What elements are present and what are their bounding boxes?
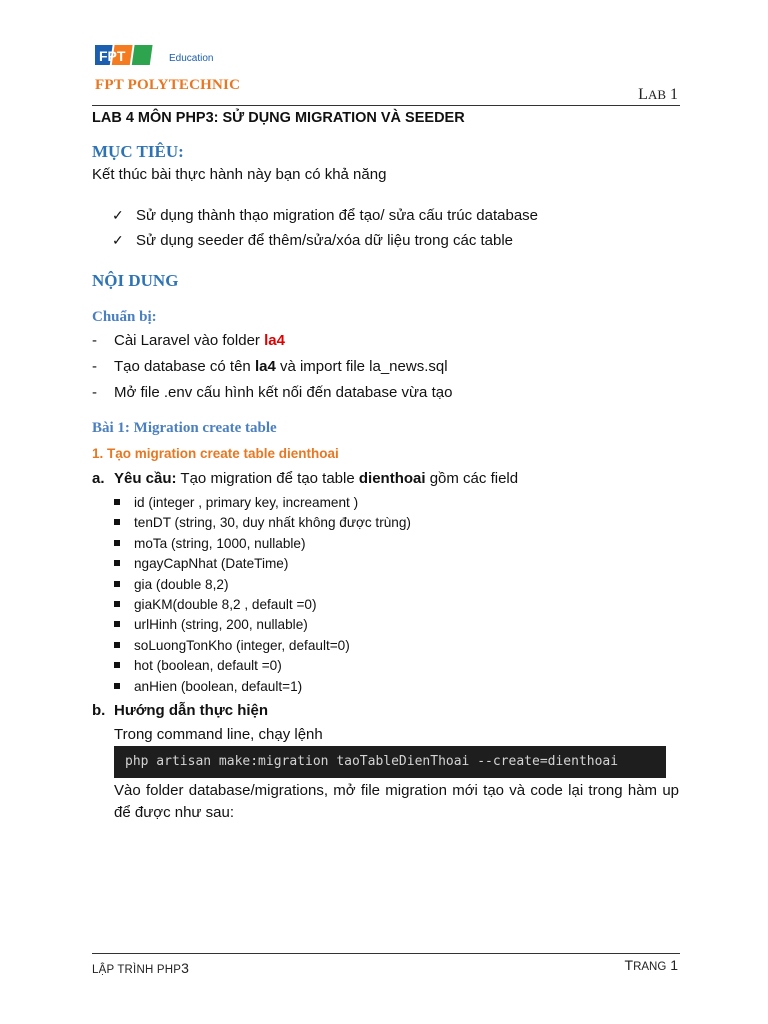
lab-number: LAB 1	[638, 86, 678, 103]
prep-heading: Chuẩn bị:	[92, 309, 157, 325]
list-item: urlHinh (string, 200, nullable)	[114, 616, 411, 636]
list-item: tenDT (string, 30, duy nhất không được trùng)	[114, 514, 411, 534]
objective-intro: Kết thúc bài thực hành này bạn có khả năng	[92, 166, 387, 183]
checkmark-icon: ✓	[112, 207, 124, 223]
prep-list	[92, 331, 452, 409]
list-item: moTa (string, 1000, nullable)	[114, 535, 411, 555]
brand-name: FPT POLYTECHNIC	[95, 77, 241, 93]
list-item: ✓ Sử dụng thành thạo migration để tạo/ sửa cấu trúc database	[112, 207, 539, 224]
logo-sub: Education	[169, 53, 214, 64]
footer-rule	[92, 953, 680, 954]
checkmark-icon: ✓	[112, 232, 124, 248]
fpt-education-logo	[95, 42, 225, 72]
objective-list	[112, 205, 538, 255]
document-title: LAB 4 MÔN PHP3: SỬ DỤNG MIGRATION VÀ SEEDER	[92, 110, 465, 126]
content-heading: NỘI DUNG	[92, 271, 179, 290]
list-item: id (integer , primary key, increament )	[114, 494, 411, 514]
fpt-logo-icon	[95, 42, 225, 72]
step-1-heading: 1. Tạo migration create table dienthoai	[92, 446, 339, 461]
migration-paragraph: Vào folder database/migrations, mở file migration mới tạo và code lại trong hàm up để được như sau:	[114, 782, 679, 821]
list-item: gia (double 8,2)	[114, 576, 411, 596]
bai1-heading: Bài 1: Migration create table	[92, 420, 277, 436]
terminal-command: php artisan make:migration taoTableDienThoai --create=dienthoai	[125, 754, 619, 769]
list-item: - Tạo database có tên la4 và import file la_news.sql	[92, 358, 448, 375]
header-rule	[92, 105, 680, 106]
instructions-heading: b. Hướng dẫn thực hiện	[92, 702, 269, 719]
field-list	[114, 494, 411, 698]
list-item: anHien (boolean, default=1)	[114, 678, 411, 698]
list-item: - Cài Laravel vào folder la4	[92, 332, 285, 349]
footer-course: LẬP TRÌNH PHP3	[92, 960, 190, 976]
footer-page: TRANG 1	[624, 957, 678, 973]
objective-heading: MỤC TIÊU:	[92, 142, 184, 161]
list-item: giaKM(double 8,2 , default =0)	[114, 596, 411, 616]
list-item: - Mở file .env cấu hình kết nối đến database vừa tạo	[92, 384, 453, 401]
list-item: hot (boolean, default =0)	[114, 657, 411, 677]
terminal-command-box	[114, 746, 666, 778]
list-item: ✓ Sử dụng seeder để thêm/sửa/xóa dữ liệu trong các table	[112, 232, 514, 249]
command-intro: Trong command line, chạy lệnh	[114, 726, 323, 743]
logo-letters: FPT	[99, 48, 126, 64]
list-item: ngayCapNhat (DateTime)	[114, 555, 411, 575]
requirement: a. Yêu cầu: Tạo migration để tạo table dienthoai gồm các field	[92, 470, 519, 487]
list-item: soLuongTonKho (integer, default=0)	[114, 637, 411, 657]
